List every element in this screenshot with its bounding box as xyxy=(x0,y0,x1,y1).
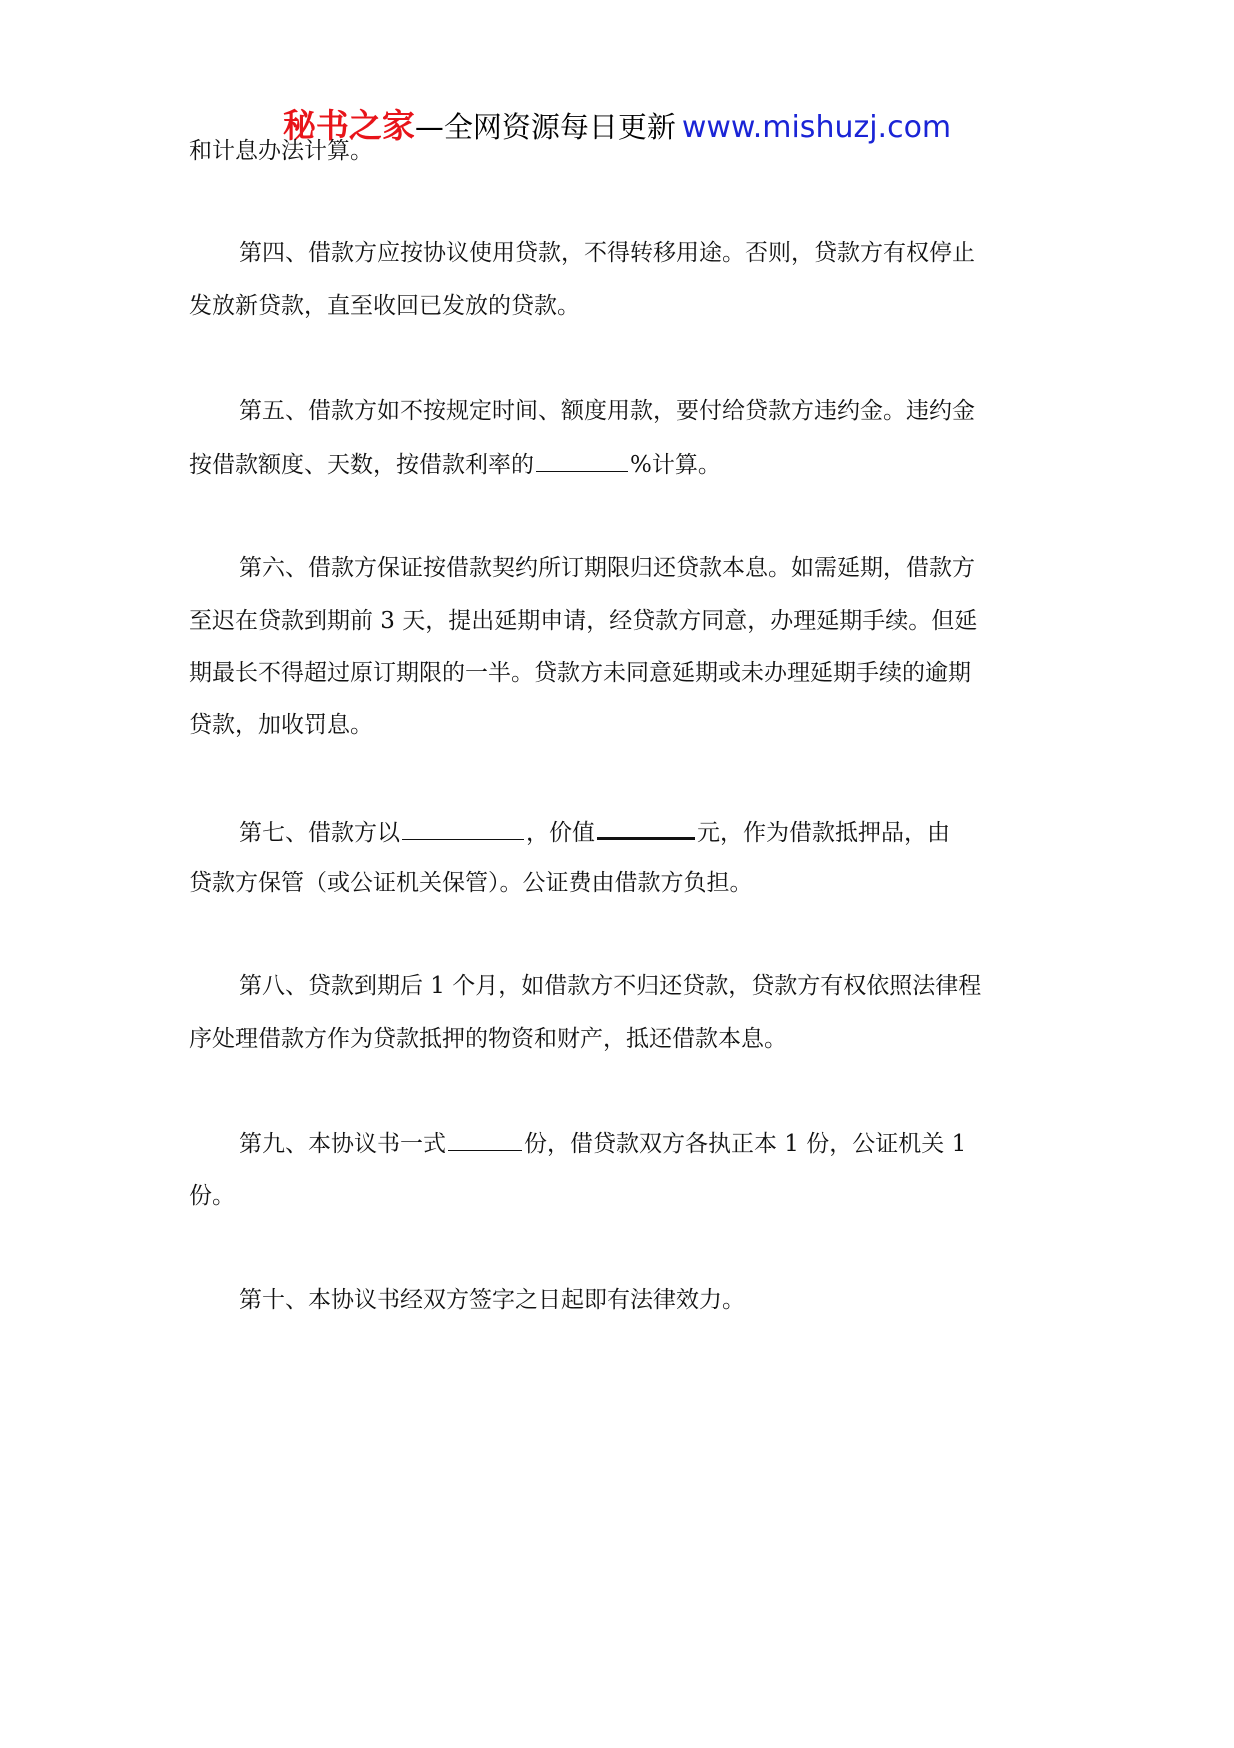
clause-9-line-1 xyxy=(189,1128,966,1159)
collateral-blank[interactable] xyxy=(402,817,524,840)
clause-7-line-2: 贷款方保管（或公证机关保管）。公证费由借款方负担。 xyxy=(189,870,753,896)
clause-5-line-2 xyxy=(189,449,721,480)
clause-7-text-b: ，价值 xyxy=(526,820,595,846)
clause-4-line-2: 发放新贷款，直至收回已发放的贷款。 xyxy=(189,293,580,319)
site-tagline: —全网资源每日更新 xyxy=(414,110,676,144)
clause-6-line-3: 期最长不得超过原订期限的一半。贷款方未同意延期或未办理延期手续的逾期 xyxy=(189,660,971,686)
clause-8-line-1: 第八、贷款到期后 1 个月，如借款方不归还贷款，贷款方有权依照法律程 xyxy=(239,973,982,999)
clause-10-line-1: 第十、本协议书经双方签字之日起即有法律效力。 xyxy=(239,1287,745,1313)
clause-9-text-a: 第九、本协议书一式 xyxy=(239,1131,446,1157)
clause-7-line-1 xyxy=(189,815,950,848)
value-blank[interactable] xyxy=(597,815,695,840)
clause-7-text-c: 元，作为借款抵押品，由 xyxy=(697,820,950,846)
site-url-link[interactable]: www.mishuzj.com xyxy=(681,110,952,145)
interest-rate-blank[interactable] xyxy=(536,449,628,472)
clause-6-line-1: 第六、借款方保证按借款契约所订期限归还贷款本息。如需延期，借款方 xyxy=(239,555,975,581)
paragraph-continuation: 和计息办法计算。 xyxy=(189,138,373,164)
site-header xyxy=(0,100,1234,147)
clause-9-text-b: 份，借贷款双方各执正本 1 份，公证机关 1 xyxy=(524,1131,967,1157)
clause-5-text-b: %计算。 xyxy=(630,452,721,478)
clause-6-line-2: 至迟在贷款到期前 3 天，提出延期申请，经贷款方同意，办理延期手续。但延 xyxy=(189,608,978,634)
clause-4-line-1: 第四、借款方应按协议使用贷款，不得转移用途。否则，贷款方有权停止 xyxy=(239,240,975,266)
clause-9-line-2: 份。 xyxy=(189,1183,235,1209)
site-brand: 秘书之家 xyxy=(282,106,415,145)
clause-5-line-1: 第五、借款方如不按规定时间、额度用款，要付给贷款方违约金。违约金 xyxy=(239,398,975,424)
clause-7-text-a: 第七、借款方以 xyxy=(239,820,400,846)
clause-5-text-a: 按借款额度、天数，按借款利率的 xyxy=(189,452,534,478)
clause-6-line-4: 贷款，加收罚息。 xyxy=(189,712,373,738)
clause-8-line-2: 序处理借款方作为贷款抵押的物资和财产，抵还借款本息。 xyxy=(189,1026,787,1052)
copies-blank[interactable] xyxy=(448,1128,522,1151)
